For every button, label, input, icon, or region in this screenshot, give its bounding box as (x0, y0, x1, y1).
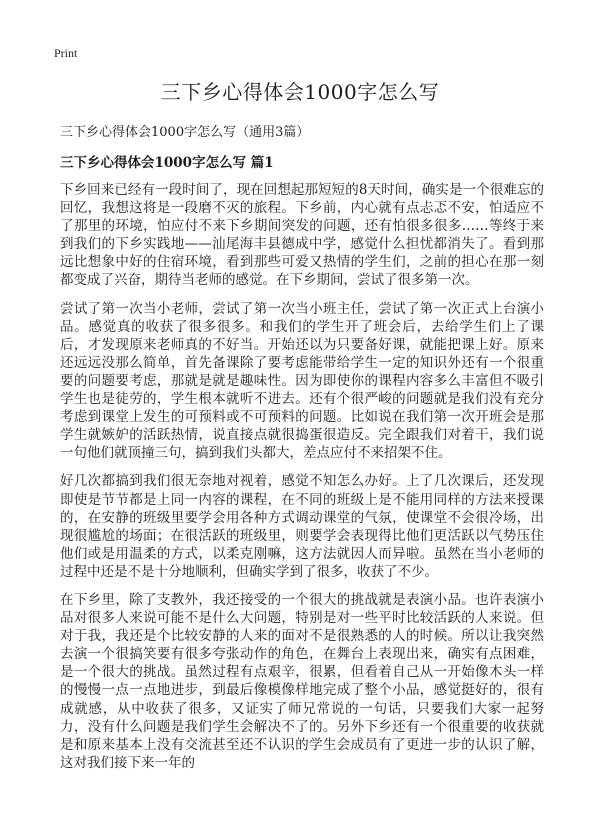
paragraph-4: 在下乡里，除了支教外，我还接受的一个很大的挑战就是表演小品。也许表演小品对很多人来说可能不是什么大问题，特别是对一些平时比较活跃的人来说。但对于我，我还是个比较安静的人来的面对不是很熟悉的人的时候。所以让我突然去演一个很搞笑要有很多夸张动作的角色，在舞台上表现出来，确实有点困难，是一个很大的挑战。虽然过程有点艰辛，很累，但看着自己从一开始像木头一样的慢慢一点一点地进步，到最后像模像样地完成了整个小品，感觉挺好的，很有成就感，从中收获了很多，又证实了师兄常说的一句话，只要我们大家一起努力，没有什么问题是我们学生会解决不了的。另外下乡还有一个很重要的收获就是和原来基本上没有交流甚至还不认识的学生会成员有了更进一步的认识了解，这对我们接下来一年的 (60, 591, 544, 771)
paragraph-3: 好几次都搞到我们很无奈地对视着，感觉不知怎么办好。上了几次课后，还发现即使是节节都是上同一内容的课程，在不同的班级上是不能用同样的方法来授课的，在安静的班级里要学会用各种方式调动课堂的气氛，使课堂不会很冷场，出现很尴尬的场面；在很活跃的班级里，则要学会表现得比他们更活跃以气势压住他们或是用温柔的方式，以柔克刚嘛，这方法就因人而异啦。虽然在当小老师的过程中还是不是十分地顺利，但确实学到了很多，收获了不少。 (60, 473, 544, 580)
page-title: 三下乡心得体会1000字怎么写 (160, 80, 440, 104)
paragraph-1: 下乡回来已经有一段时间了，现在回想起那短短的8天时间，确实是一个很难忘的回忆，我想这将是一段磨不灭的旅程。下乡前，内心就有点忐忑不安，怕适应不了那里的环境，怕应付不来下乡期间突发的问题，还有怕很多很多……等终于来到我们的下乡实践地——汕尾海丰县德成中学，感觉什么担忧都消失了。看到那远比想象中好的住宿环境，看到那些可爱又热情的学生们，之前的担心在那一刻都变成了兴奋，期待当老师的感觉。在下乡期间，尝试了很多第一次。 (60, 182, 544, 289)
section-heading: 三下乡心得体会1000字怎么写 篇1 (60, 155, 274, 171)
article-body (60, 181, 544, 782)
article-subtitle: 三下乡心得体会1000字怎么写（通用3篇） (60, 125, 310, 140)
print-link[interactable]: Print (54, 46, 78, 60)
paragraph-2: 尝试了第一次当小老师，尝试了第一次当小班主任，尝试了第一次正式上台演小品。感觉真的收获了很多很多。和我们的学生开了班会后，去给学生们上了课后，才发现原来老师真的不好当。开始还以为只要备好课，就能把课上好。原来还远远没那么简单，首先备课除了要考虑能带给学生一定的知识外还有一个很重要的问题要考虑，那就是就是趣味性。因为即使你的课程内容多么丰富但不吸引学生也是徒劳的，学生根本就听不进去。还有个很严峻的问题就是我们没有充分考虑到课堂上发生的可预料或不可预料的问题。比如说在我们第一次开班会是那学生就嫉妒的活跃热情，说直接点就很捣蛋很造反。完全跟我们对着干，我们说一句他们就顶撞三句，搞到我们头都大，差点应付不来招架不住。 (60, 300, 544, 462)
